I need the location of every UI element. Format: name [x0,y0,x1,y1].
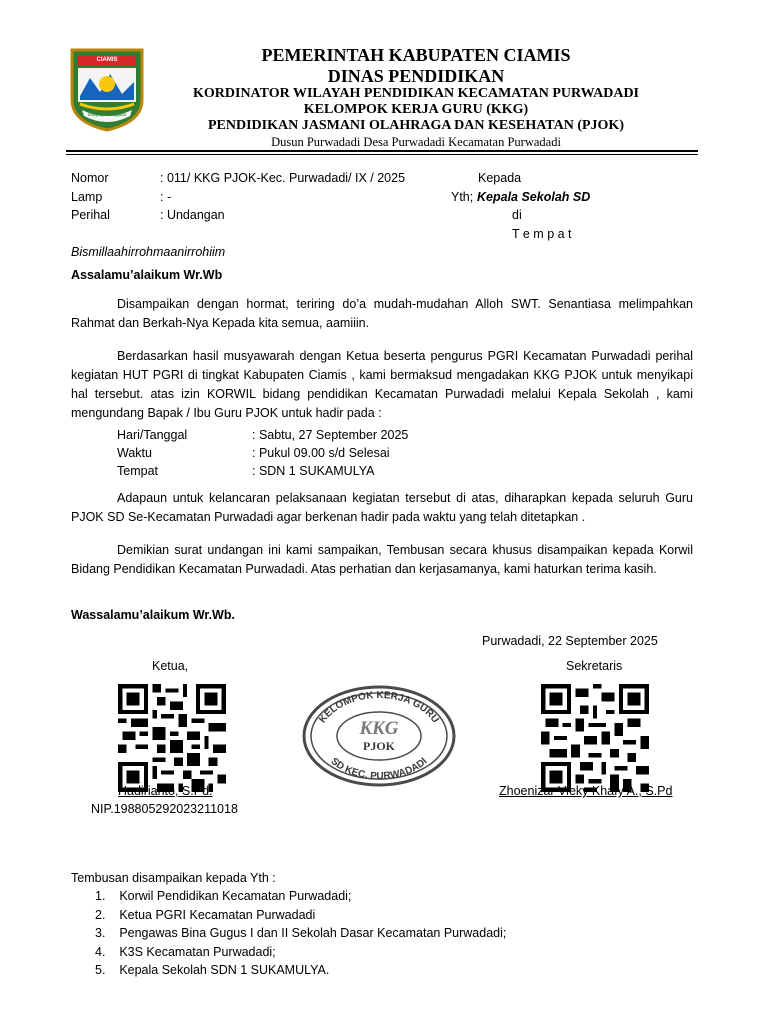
perihal-label: Perihal [71,208,110,222]
regency-logo [68,48,146,132]
sekretaris-name [499,784,672,798]
yth-label: Yth; [451,190,474,204]
letterhead-line-3: KORDINATOR WILAYAH PENDIDIKAN KECAMATAN PURWADADI [193,86,639,101]
paragraph-1 [71,295,693,333]
letterhead-divider-thin [66,154,698,155]
tembusan-heading: Tembusan disampaikan kepada Yth : [71,871,276,885]
list-item: 5. Kepala Sekolah SDN 1 SUKAMULYA. [95,963,330,977]
sekretaris-qr-code [541,684,649,792]
letterhead-line-1: PEMERINTAH KABUPATEN CIAMIS [261,45,571,65]
paragraph-4-text: Demikian surat undangan ini kami sampaikan, Tembusan secara khusus disampaikan kepada Korwil Bidang Pendidikan Kecamatan Purwadadi. Atas perhatian dan kerjasamanya, kami haturkan terima kasih. [71,543,693,576]
sekretaris-name-text: Zhoenizar Vieky Khafy A., S.Pd [499,784,673,798]
tempat-acara-value: : SDN 1 SUKAMULYA [252,464,375,478]
di-label: di [512,208,522,222]
letterhead-line-5: PENDIDIKAN JASMANI OLAHRAGA DAN KESEHATAN (PJOK) [207,118,624,133]
paragraph-3 [71,489,693,527]
opening-greeting: Assalamu’alaikum Wr.Wb [71,268,223,282]
lamp-label: Lamp [71,190,103,204]
stamp-mid-text: KKG [359,718,399,739]
tempat-acara-label: Tempat [117,464,158,478]
nomor-label: Nomor [71,171,109,185]
letterhead-divider-thick [66,150,698,152]
closing-greeting: Wassalamu’alaikum Wr.Wb. [71,608,235,622]
letterhead-line-2: DINAS PENDIDIKAN [327,66,505,86]
letterhead-address: Dusun Purwadadi Desa Purwadadi Kecamatan Purwadadi [271,135,561,149]
tembusan-list [95,889,506,982]
lamp-value: : - [160,190,172,204]
paragraph-3-text: Adapaun untuk kelancaran pelaksanaan kegiatan tersebut di atas, diharapkan kepada seluruh Guru PJOK SD Se-Kecamatan Purwadadi agar berkenan hadir pada waktu yang telah ditetapkan . [71,491,693,524]
hari-label: Hari/Tanggal [117,428,188,442]
basmalah: Bismillaahirrohmaanirrohiim [71,245,226,259]
stamp-top-text: KELOMPOK KERJA GURU [317,689,441,726]
waktu-value: : Pukul 09.00 s/d Selesai [252,446,390,460]
ketua-qr-code [118,684,226,792]
stamp-center-text: PJOK [363,739,395,753]
ketua-nip: NIP.198805292023211018 [91,802,238,816]
paragraph-4 [71,541,693,579]
list-item: 2. Ketua PGRI Kecamatan Purwadadi [95,907,316,922]
place-date: Purwadadi, 22 September 2025 [482,634,658,648]
list-item: 3. Pengawas Bina Gugus I dan II Sekolah Dasar Kecamatan Purwadadi; [95,926,507,940]
ketua-name-text: Hadirianto, S.Pd. [118,784,213,798]
logo-banner-text: CIAMIS [96,57,118,63]
perihal-value: : Undangan [160,208,225,222]
organization-stamp [300,684,458,788]
sekretaris-title: Sekretaris [566,659,623,673]
ketua-title: Ketua, [152,659,189,673]
recipient-name: Kepala Sekolah SD [477,190,591,204]
stamp-bottom-text: SD KEC. PURWADADI [328,755,430,783]
list-item: 4. K3S Kecamatan Purwadadi; [95,944,276,959]
waktu-label: Waktu [117,446,152,460]
letterhead-line-4: KELOMPOK KERJA GURU (KKG) [303,102,529,117]
logo-motto-text: Manjing Kebagjaan [87,112,127,117]
ketua-name [118,784,213,798]
tempat-label: T e m p a t [512,227,572,241]
list-item: 1. Korwil Pendidikan Kecamatan Purwadadi; [95,889,352,903]
nomor-value: : 011/ KKG PJOK-Kec. Purwadadi/ IX / 2025 [160,171,406,185]
kepada-label: Kepada [478,171,522,185]
hari-value: : Sabtu, 27 September 2025 [252,428,409,442]
paragraph-1-text: Disampaikan dengan hormat, teriring do’a mudah-mudahan Alloh SWT. Senantiasa melimpahkan Rahmat dan Berkah-Nya Kepada kita semua, aamiiin. [71,297,693,330]
paragraph-2 [71,347,693,423]
paragraph-2-text: Berdasarkan hasil musyawarah dengan Ketua beserta pengurus PGRI Kecamatan Purwadadi perihal kegiatan HUT PGRI di tingkat Kabupaten Ciamis , kami bermaksud mengadakan KKG PJOK untuk menyikapi hal tersebut. atas izin KORWIL bidang pendidikan Kecamatan Purwadadi melalui Kepala Sekolah , kami mengundang Bapak / Ibu Guru PJOK untuk hadir pada : [71,349,693,420]
